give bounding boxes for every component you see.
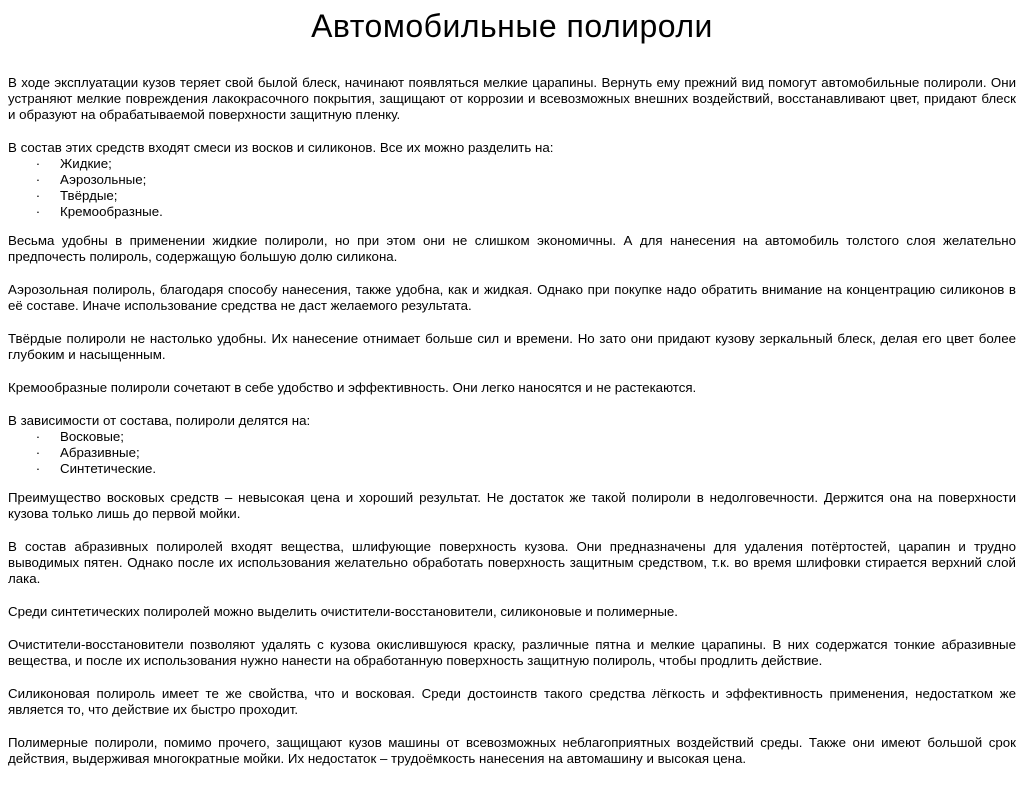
list-item xyxy=(8,172,1016,188)
list-item-text: Кремообразные. xyxy=(60,204,163,219)
bullet-icon: · xyxy=(35,461,41,476)
list-item xyxy=(8,204,1016,220)
paragraph: Весьма удобны в применении жидкие полироли, но при этом они не слишком экономичны. А для нанесения на автомобиль толстого слоя желательно предпочесть полироль, содержащую большую долю силикона. xyxy=(8,233,1016,264)
bullet-icon: · xyxy=(35,429,41,444)
document-body xyxy=(8,75,1016,767)
list-item-text: Твёрдые; xyxy=(60,188,118,203)
bullet-icon: · xyxy=(35,156,41,171)
list-item-text: Абразивные; xyxy=(60,445,140,460)
bullet-list xyxy=(8,429,1016,477)
bullet-list xyxy=(8,156,1016,220)
paragraph: Очистители-восстановители позволяют удалять с кузова окислившуюся краску, различные пятна и мелкие царапины. В них содержатся тонкие абразивные вещества, и после их использования нужно нанести на обработанную поверхность защитную полироль, чтобы продлить действие. xyxy=(8,637,1016,668)
list-item-text: Восковые; xyxy=(60,429,124,444)
list-item xyxy=(8,429,1016,445)
paragraph: В состав абразивных полиролей входят вещества, шлифующие поверхность кузова. Они предназначены для удаления потёртостей, царапин и трудно выводимых пятен. Однако после их использования желательно обработать поверхность защитным средством, т.к. во время шлифовки стирается верхний слой лака. xyxy=(8,539,1016,586)
paragraph: В состав этих средств входят смеси из восков и силиконов. Все их можно разделить на: xyxy=(8,140,554,155)
paragraph: В зависимости от состава, полироли делятся на: xyxy=(8,413,311,428)
paragraph: Силиконовая полироль имеет те же свойства, что и восковая. Среди достоинств такого средства лёгкость и эффективность применения, недостатком же является то, что действие их быстро проходит. xyxy=(8,686,1016,717)
bullet-icon: · xyxy=(35,445,41,460)
list-item xyxy=(8,188,1016,204)
paragraph: Преимущество восковых средств – невысокая цена и хороший результат. Не достаток же такой полироли в недолговечности. Держится она на поверхности кузова только лишь до первой мойки. xyxy=(8,490,1016,521)
list-item-text: Жидкие; xyxy=(60,156,112,171)
paragraph: Кремообразные полироли сочетают в себе удобство и эффективность. Они легко наносятся и не растекаются. xyxy=(8,380,697,395)
paragraph: Твёрдые полироли не настолько удобны. Их нанесение отнимает больше сил и времени. Но зато они придают кузову зеркальный блеск, делая его цвет более глубоким и насыщенным. xyxy=(8,331,1016,362)
list-item-text: Аэрозольные; xyxy=(60,172,147,187)
list-item-text: Синтетические. xyxy=(60,461,157,476)
list-item xyxy=(8,445,1016,461)
bullet-icon: · xyxy=(35,188,41,203)
list-item xyxy=(8,156,1016,172)
bullet-icon: · xyxy=(35,172,41,187)
bullet-icon: · xyxy=(35,204,41,219)
paragraph: В ходе эксплуатации кузов теряет свой былой блеск, начинают появляться мелкие царапины. Вернуть ему прежний вид помогут автомобильные полироли. Они устраняют мелкие повреждения лакокрасочного покрытия, защищают от коррозии и всевозможных внешних воздействий, восстанавливают цвет, придают блеск и образуют на обрабатываемой поверхности защитную пленку. xyxy=(8,75,1016,122)
paragraph: Аэрозольная полироль, благодаря способу нанесения, также удобна, как и жидкая. Однако при покупке надо обратить внимание на концентрацию силиконов в её составе. Иначе использование средства не даст желаемого результата. xyxy=(8,282,1016,313)
page-title: Автомобильные полироли xyxy=(311,8,713,44)
list-item xyxy=(8,461,1016,477)
paragraph: Полимерные полироли, помимо прочего, защищают кузов машины от всевозможных неблагоприятных воздействий среды. Также они имеют большой срок действия, выдерживая многократные мойки. Их недостаток – трудоёмкость нанесения на автомашину и высокая цена. xyxy=(8,735,1016,766)
paragraph: Среди синтетических полиролей можно выделить очистители-восстановители, силиконовые и полимерные. xyxy=(8,604,678,619)
